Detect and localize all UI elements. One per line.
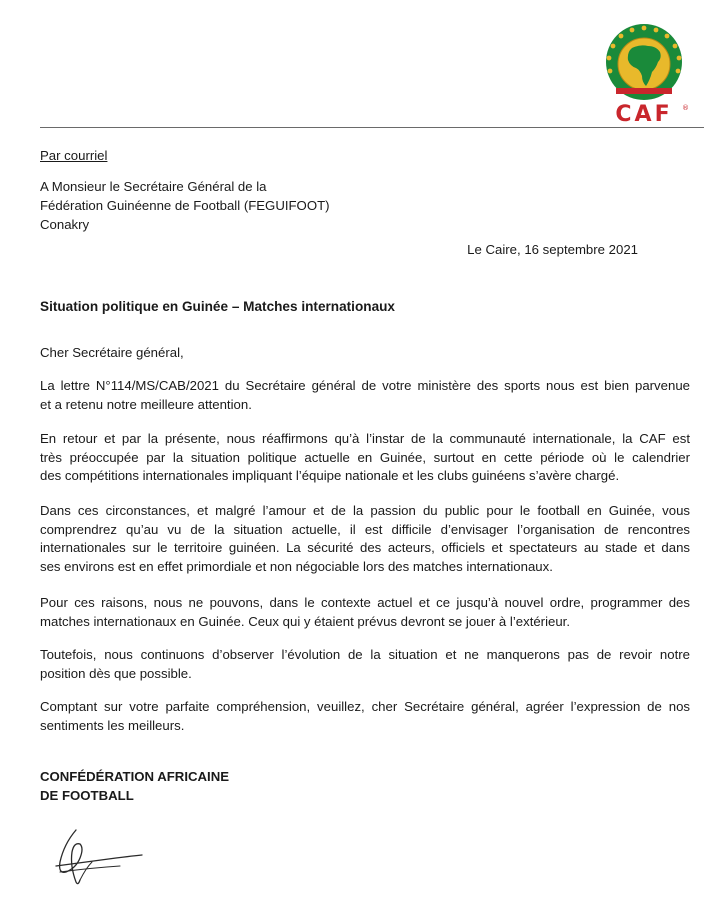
- signatory-line: DE FOOTBALL: [40, 788, 134, 803]
- paragraph: [40, 377, 690, 414]
- paragraph: [40, 646, 690, 683]
- registered-mark: ®: [682, 104, 689, 112]
- paragraph-line: très préoccupée par la situation politique actuelle en Guinée, surtout en cette période où le calendrier: [40, 449, 690, 465]
- paragraph-line: Dans ces circonstances, et malgré l’amour et de la passion du public pour le football en Guinée, vous: [40, 503, 690, 518]
- letter-subject: Situation politique en Guinée – Matches internationaux: [40, 299, 395, 314]
- paragraph-line: Comptant sur votre parfaite compréhension, veuillez, cher Secrétaire général, agréer l’expression de nos: [40, 699, 690, 714]
- signatory-line: CONFÉDÉRATION AFRICAINE: [40, 769, 230, 784]
- recipient-line: Fédération Guinéenne de Football (FEGUIFOOT): [40, 198, 330, 213]
- paragraph-line: comprendrez qu’au vu de la situation actuelle, il est difficile d’envisager l’organisation de rencontres: [40, 521, 690, 537]
- paragraph: [40, 594, 690, 631]
- recipient-address: [40, 177, 330, 234]
- recipient-line: Conakry: [40, 217, 90, 232]
- place-date: Le Caire, 16 septembre 2021: [467, 242, 638, 257]
- salutation: Cher Secrétaire général,: [40, 345, 184, 360]
- paragraph-line: Toutefois, nous continuons d’observer l’évolution de la situation et ne manquerons pas de revoir notre: [40, 647, 690, 662]
- paragraph-line: ses environs est en effet primordiale et non négociable lors des matches internationaux.: [40, 558, 553, 574]
- paragraph: [40, 502, 690, 576]
- signatory-block: [40, 767, 229, 805]
- handwritten-signature-icon: [46, 822, 156, 892]
- delivery-method: Par courriel: [40, 148, 108, 163]
- paragraph-line: position dès que possible.: [40, 665, 192, 681]
- paragraph-line: et a retenu notre meilleure attention.: [40, 396, 252, 412]
- paragraph: [40, 698, 690, 735]
- recipient-line: A Monsieur le Secrétaire Général de la: [40, 179, 267, 194]
- caf-logo-text: CAF: [615, 102, 673, 127]
- caf-emblem-icon: [596, 22, 692, 104]
- caf-logo: [596, 22, 692, 132]
- header-divider: [40, 127, 704, 128]
- paragraph-line: La lettre N°114/MS/CAB/2021 du Secrétaire général de votre ministère des sports nous est bien parvenue: [40, 378, 690, 393]
- paragraph-line: Pour ces raisons, nous ne pouvons, dans le contexte actuel et ce jusqu’à nouvel ordre, programmer des: [40, 595, 690, 610]
- paragraph-line: sentiments les meilleurs.: [40, 717, 185, 733]
- paragraph-line: internationales sur le territoire guinéen. La sécurité des acteurs, officiels et spectateurs au stade et dans: [40, 540, 690, 556]
- paragraph: [40, 430, 690, 486]
- paragraph-line: En retour et par la présente, nous réaffirmons qu’à l’instar de la communauté internationale, la CAF est: [40, 431, 690, 446]
- paragraph-line: des compétitions internationales impliquant l’équipe nationale et les clubs guinéens s’avère chargé.: [40, 468, 620, 484]
- paragraph-line: matches internationaux en Guinée. Ceux qui y étaient prévus devront se jouer à l’extérieur.: [40, 613, 571, 629]
